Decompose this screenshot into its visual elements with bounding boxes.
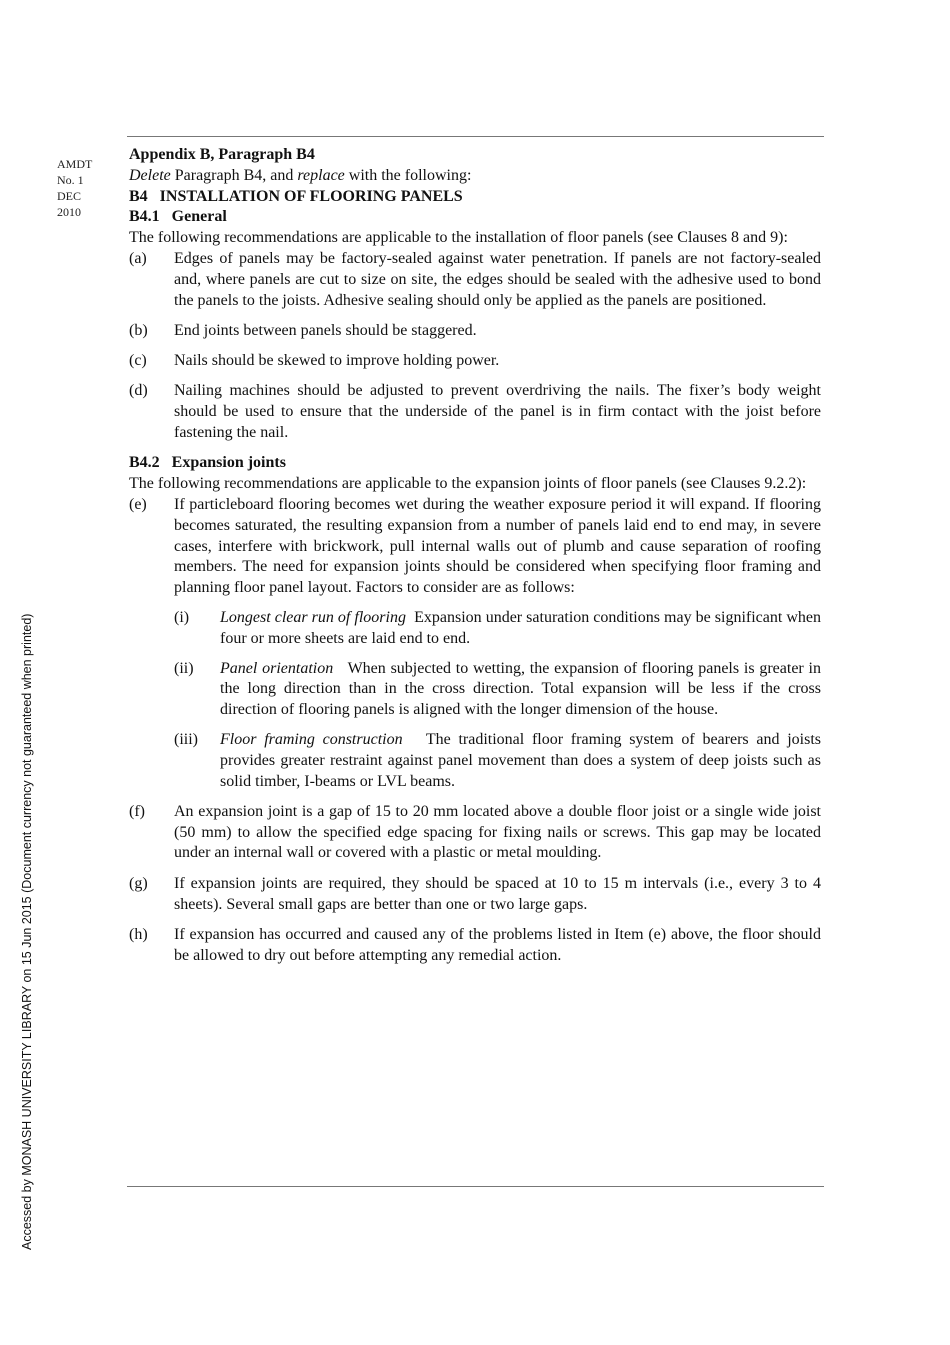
sub-list-item xyxy=(174,730,821,792)
subitem-body: When subjected to wetting, the expansion of flooring panels is greater in the long direction than in the cross direction. Total expansion will be less if the cross direction of flooring panels is aligned with the longer dimension of the house. xyxy=(220,659,821,719)
instruction-middle: Paragraph B4, and xyxy=(170,166,298,184)
amendment-instruction xyxy=(129,166,821,187)
item-text: Nailing machines should be adjusted to prevent overdriving the nails. The fixer’s body weight should be used to ensure that the underside of the panel is in firm contact with the joist before fastening the nail. xyxy=(174,382,821,442)
subitem-title: Panel orientation xyxy=(220,659,334,677)
item-label: (a) xyxy=(129,249,147,267)
subitem-title: Longest clear run of flooring xyxy=(220,608,406,626)
item-label: (g) xyxy=(129,874,148,892)
general-heading: B4.1 General xyxy=(129,208,227,226)
item-label: (h) xyxy=(129,925,148,943)
item-text: If particleboard flooring becomes wet during the weather exposure period it will expand. If flooring becomes saturated, the resulting expansion from a number of panels laid end to end may, in severe cases, interfere with brickwork, pull internal walls out of plumb and cause separation of roofing members. The need for expansion joints should be considered when specifying floor framing and planning floor panel layout. Factors to consider are as follows: xyxy=(174,495,821,597)
item-label: (d) xyxy=(129,382,148,400)
amendment-note-line: AMDT xyxy=(57,157,93,171)
list-item xyxy=(129,351,821,372)
subitem-label: (ii) xyxy=(174,659,194,677)
access-side-note: Accessed by MONASH UNIVERSITY LIBRARY on 15 Jun 2015 (Document currency not guaranteed when printed) xyxy=(20,613,34,1250)
item-text: If expansion has occurred and caused any of the problems listed in Item (e) above, the floor should be allowed to dry out before attempting any remedial action. xyxy=(174,925,821,964)
amendment-heading: Appendix B, Paragraph B4 xyxy=(129,146,315,163)
item-label: (b) xyxy=(129,321,148,339)
expansion-intro: The following recommendations are applicable to the expansion joints of floor panels (see Clauses 9.2.2): xyxy=(129,475,807,493)
list-item xyxy=(129,802,821,864)
sub-list-item xyxy=(174,608,821,650)
general-intro: The following recommendations are applicable to the installation of floor panels (see Clauses 8 and 9): xyxy=(129,229,788,247)
bottom-rule xyxy=(127,1186,824,1187)
subitem-text xyxy=(220,730,821,792)
item-text: End joints between panels should be staggered. xyxy=(174,321,477,339)
amendment-note-line: No. 1 xyxy=(57,173,84,187)
subitem-body: Expansion under saturation conditions may be significant when four or more sheets are laid end to end. xyxy=(220,608,822,647)
subitem-text xyxy=(220,608,821,650)
amendment-note xyxy=(57,156,92,220)
item-label: (e) xyxy=(129,495,147,513)
subitem-label: (iii) xyxy=(174,730,198,748)
list-item xyxy=(129,874,821,916)
instruction-end: with the following: xyxy=(344,166,472,184)
list-item xyxy=(129,495,821,792)
section-heading: B4 INSTALLATION OF FLOORING PANELS xyxy=(129,187,463,205)
item-label: (f) xyxy=(129,802,145,820)
subitem-label: (i) xyxy=(174,608,190,626)
subitem-title: Floor framing construction xyxy=(220,730,403,748)
top-rule xyxy=(127,136,824,137)
list-item xyxy=(129,925,821,967)
subitem-text xyxy=(220,659,821,721)
list-item xyxy=(129,249,821,311)
amendment-note-line: DEC xyxy=(57,189,81,203)
item-text: Edges of panels may be factory-sealed against water penetration. If panels are not factory-sealed and, where panels are cut to size on site, the edges should be sealed with the adhesive used to bond the panels to the joists. Adhesive sealing should only be applied as the panels are positioned. xyxy=(174,249,821,309)
document-body xyxy=(129,145,821,976)
item-text: If expansion joints are required, they should be spaced at 10 to 15 m intervals (i.e., every 3 to 4 sheets). Several small gaps are better than one or two large gaps. xyxy=(174,874,821,913)
subitem-body: The traditional floor framing system of bearers and joists provides greater restraint against panel movement than does a system of deep joists such as solid timber, I-beams or LVL beams. xyxy=(220,730,822,790)
expansion-heading: B4.2 Expansion joints xyxy=(129,454,286,472)
amendment-note-line: 2010 xyxy=(57,205,81,219)
delete-word: Delete xyxy=(129,166,171,184)
item-label: (c) xyxy=(129,352,147,370)
list-item xyxy=(129,321,821,342)
item-text: Nails should be skewed to improve holding power. xyxy=(174,352,500,370)
list-item xyxy=(129,381,821,443)
item-text: An expansion joint is a gap of 15 to 20 mm located above a double floor joist or a single wide joist (50 mm) to allow the specified edge spacing for fixing nails or screws. This gap may be located under an internal wall or covered with a plastic or metal moulding. xyxy=(174,802,821,862)
replace-word: replace xyxy=(297,166,345,184)
sub-list-item xyxy=(174,659,821,721)
